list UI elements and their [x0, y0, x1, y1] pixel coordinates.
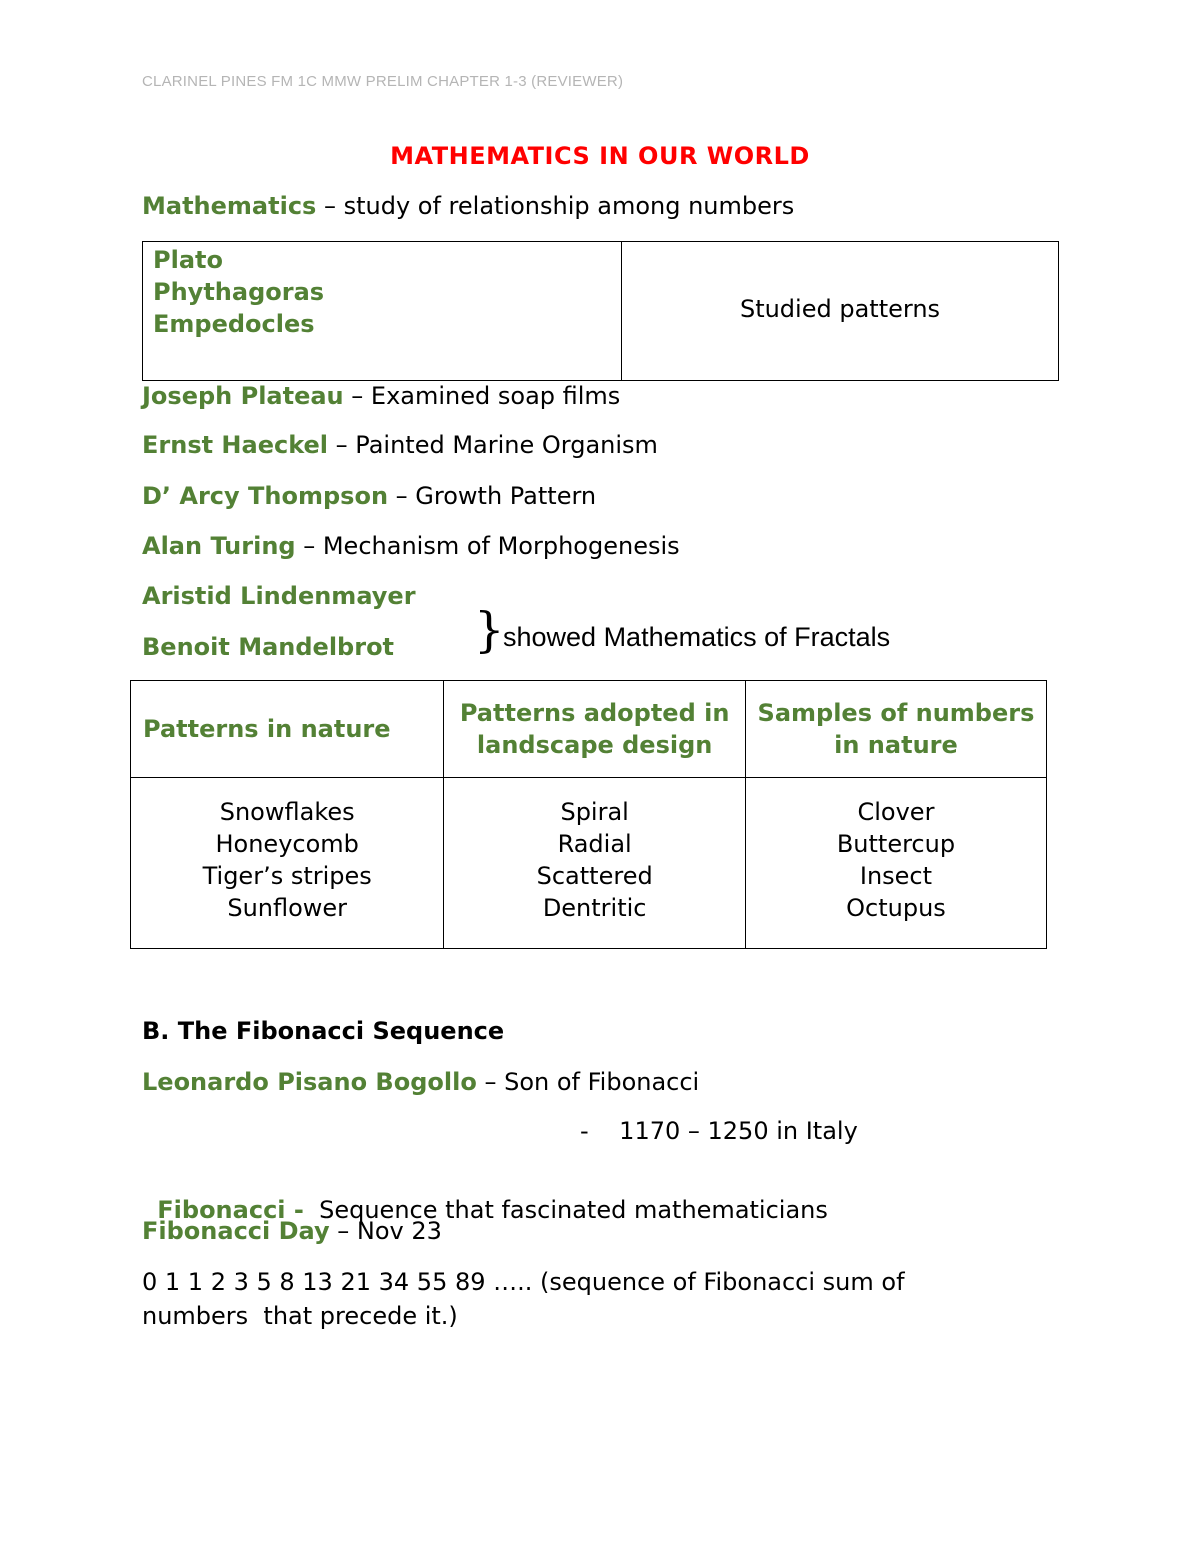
page-title: MATHEMATICS IN OUR WORLD: [390, 142, 810, 170]
definition-term: Mathematics: [142, 192, 317, 220]
column-header: Samples of numbers in nature: [745, 681, 1046, 778]
philosopher-name: Empedocles: [153, 310, 315, 338]
fractal-person: Aristid Lindenmayer: [142, 582, 416, 610]
philosophers-description: Studied patterns: [622, 242, 1059, 381]
column-header: Patterns in nature: [131, 681, 444, 778]
definition-line: [142, 192, 794, 220]
fibonacci-day-text: – Nov 23: [329, 1217, 442, 1245]
bogollo-name: Leonardo Pisano Bogollo: [142, 1068, 477, 1096]
fibonacci-text: Sequence that fascinated mathematicians: [303, 1196, 828, 1224]
person-name: Ernst Haeckel: [142, 431, 329, 459]
fractals-description: showed Mathematics of Fractals: [503, 622, 891, 652]
list-item: Snowflakes: [219, 798, 355, 826]
curly-brace: }: [474, 602, 505, 658]
list-item: Octupus: [846, 894, 946, 922]
sequence-line: 0 1 1 2 3 5 8 13 21 34 55 89 ….. (sequence of Fibonacci sum of: [142, 1268, 905, 1296]
list-item: Insect: [859, 862, 933, 890]
list-item: Radial: [557, 830, 632, 858]
list-item: Buttercup: [836, 830, 956, 858]
years-line: - 1170 – 1250 in Italy: [580, 1117, 858, 1145]
patterns-table: [130, 680, 1047, 949]
list-item: Spiral: [560, 798, 629, 826]
list-item: Scattered: [536, 862, 653, 890]
fibonacci-day-name: Fibonacci Day: [142, 1217, 330, 1245]
person-text: – Examined soap films: [343, 382, 621, 410]
person-name: Alan Turing: [142, 532, 296, 560]
fibonacci-line: [142, 1168, 828, 1224]
fibonacci-day-line: [142, 1217, 442, 1245]
sequence-line: numbers that precede it.): [142, 1302, 458, 1330]
person-text: – Growth Pattern: [388, 482, 597, 510]
fractal-person: Benoit Mandelbrot: [142, 633, 395, 661]
list-item: Clover: [857, 798, 935, 826]
page-header: CLARINEL PINES FM 1C MMW PRELIM CHAPTER 1-3 (REVIEWER): [142, 73, 624, 90]
philosopher-name: Plato: [153, 246, 223, 274]
person-name: Joseph Plateau: [142, 382, 344, 410]
column-header: Patterns adopted in landscape design: [444, 681, 746, 778]
list-item: Sunflower: [227, 894, 348, 922]
philosophers-cell: [143, 242, 622, 381]
section-heading: B. The Fibonacci Sequence: [142, 1017, 505, 1045]
person-text: – Painted Marine Organism: [328, 431, 658, 459]
table-cell: [444, 778, 746, 949]
table-header-row: [131, 681, 1047, 778]
person-line: [142, 431, 658, 459]
philosophers-table: [142, 241, 1059, 381]
list-item: Honeycomb: [215, 830, 359, 858]
person-name: D’ Arcy Thompson: [142, 482, 389, 510]
table-row: [131, 778, 1047, 949]
bogollo-text: – Son of Fibonacci: [476, 1068, 700, 1096]
definition-text: – study of relationship among numbers: [316, 192, 795, 220]
table-cell: [131, 778, 444, 949]
fibonacci-name: Fibonacci -: [157, 1196, 304, 1224]
person-line: [142, 382, 620, 410]
list-item: Tiger’s stripes: [202, 862, 372, 890]
table-cell: [745, 778, 1046, 949]
person-line: [142, 532, 680, 560]
bogollo-line: [142, 1068, 699, 1096]
philosopher-name: Phythagoras: [153, 278, 325, 306]
list-item: Dentritic: [542, 894, 647, 922]
person-line: [142, 482, 596, 510]
person-text: – Mechanism of Morphogenesis: [295, 532, 680, 560]
